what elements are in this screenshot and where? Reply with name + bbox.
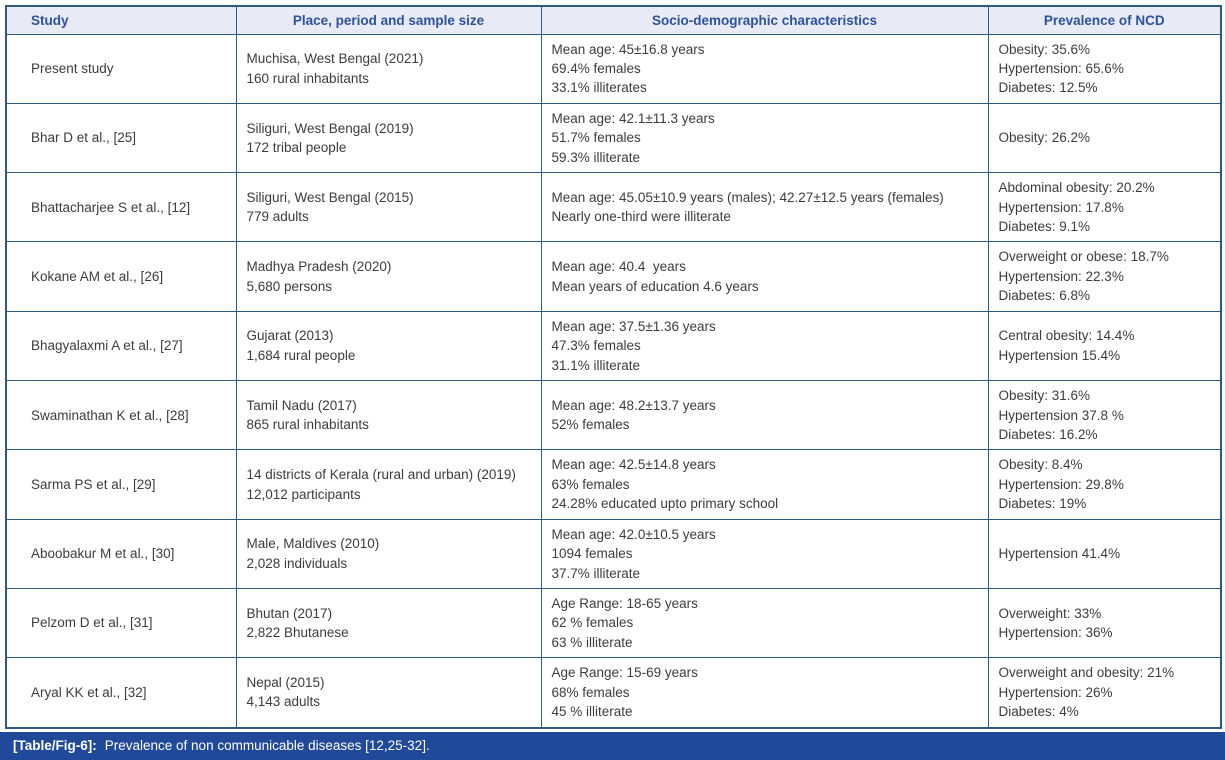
cell-line: Diabetes: 6.8% [998,288,1091,304]
cell-line: 2,822 Bhutanese [246,625,349,641]
cell-line: Aboobakur M et al., [30] [31,546,175,562]
cell-line: Mean years of education 4.6 years [551,278,759,294]
ncd-cell [988,450,1221,519]
cell-line: Diabetes: 9.1% [998,219,1091,234]
table-row [6,173,1221,242]
cell-line: 5,680 persons [246,278,333,294]
cell-line: Bhattacharjee S et al., [12] [31,199,191,215]
cell-line: 47.3% females [551,338,641,354]
column-header-socio-demographic: Socio-demographic characteristics [541,6,988,34]
ncd-prevalence-table [5,5,1222,729]
ncd-cell [988,519,1221,588]
table-row [6,658,1221,728]
cell-line: 24.28% educated upto primary school [551,496,779,512]
table-row [6,450,1221,519]
cell-line: Bhutan (2017) [246,605,333,621]
cell-line: Mean age: 48.2±13.7 years [551,397,716,413]
cell-line: 33.1% illiterates [551,80,647,96]
ncd-cell [988,103,1221,172]
cell-line: Overweight: 33% [998,605,1102,621]
table-row [6,311,1221,380]
cell-line: Mean age: 45.05±10.9 years (males); 42.27±12.5 years (females) [551,189,944,205]
cell-line: Pelzom D et al., [31] [31,615,153,631]
cell-line: Hypertension: 26% [998,684,1113,700]
cell-line: Sarma PS et al., [29] [31,476,156,492]
cell-line: Mean age: 42.5±14.8 years [551,457,716,473]
cell-line: Mean age: 40.4 years [551,259,686,275]
socio-cell [541,658,988,728]
cell-line: Hypertension 15.4% [998,347,1121,363]
cell-line: 2,028 individuals [246,555,348,571]
cell-line: Mean age: 42.1±11.3 years [551,110,715,126]
cell-line: Aryal KK et al., [32] [31,684,147,700]
socio-cell [541,103,988,172]
cell-line: Obesity: 31.6% [998,388,1091,404]
cell-line: Male, Maldives (2010) [246,536,380,552]
ncd-cell [988,173,1221,242]
study-cell [6,658,236,728]
cell-line: Kokane AM et al., [26] [31,268,164,284]
table-row [6,34,1221,103]
place-cell [236,658,541,728]
cell-line: Mean age: 37.5±1.36 years [551,318,716,334]
cell-line: 172 tribal people [246,139,347,155]
cell-line: Obesity: 26.2% [998,130,1091,146]
place-cell [236,34,541,103]
study-cell [6,173,236,242]
study-cell [6,103,236,172]
ncd-cell [988,381,1221,450]
cell-line: Age Range: 18-65 years [551,596,698,611]
cell-line: Present study [31,60,114,76]
cell-line: Hypertension: 22.3% [998,268,1124,284]
cell-line: 63% females [551,476,630,492]
column-header-place-period-sample: Place, period and sample size [236,6,541,34]
place-cell [236,450,541,519]
cell-line: Obesity: 8.4% [998,457,1083,473]
cell-line: Overweight or obese: 18.7% [998,249,1169,265]
table-body [6,34,1221,728]
cell-line: 51.7% females [551,130,641,146]
cell-line: Hypertension: 17.8% [998,199,1124,215]
table-row [6,242,1221,311]
place-cell [236,173,541,242]
cell-line: Hypertension: 65.6% [998,60,1124,76]
study-cell [6,519,236,588]
cell-line: 779 adults [246,209,309,225]
cell-line: Tamil Nadu (2017) [246,397,357,413]
ncd-cell [988,311,1221,380]
study-cell [6,381,236,450]
cell-line: 865 rural inhabitants [246,417,369,433]
cell-line: 37.7% illiterate [551,565,641,581]
cell-line: Central obesity: 14.4% [998,328,1135,344]
study-cell [6,34,236,103]
cell-line: 52% females [551,417,630,433]
caption-text: Prevalence of non communicable diseases [12,25-32]. [104,738,430,754]
cell-line: Diabetes: 16.2% [998,426,1098,442]
cell-line: 45 % illiterate [551,704,633,720]
ncd-cell [988,658,1221,728]
cell-line: 69.4% females [551,60,641,76]
socio-cell [541,311,988,380]
cell-line: Bhar D et al., [25] [31,130,137,146]
cell-line: Muchisa, West Bengal (2021) [246,51,424,67]
study-cell [6,589,236,658]
table-header [6,6,1221,34]
ncd-cell [988,242,1221,311]
cell-line: Hypertension 37.8 % [998,407,1124,423]
socio-cell [541,589,988,658]
table-row [6,589,1221,658]
cell-line: 12,012 participants [246,486,361,502]
ncd-cell [988,34,1221,103]
cell-line: Hypertension 41.4% [998,546,1121,562]
cell-line: Diabetes: 4% [998,704,1079,720]
cell-line: Hypertension: 36% [998,625,1113,641]
cell-line: 59.3% illiterate [551,149,641,165]
place-cell [236,311,541,380]
cell-line: Diabetes: 12.5% [998,80,1098,96]
cell-line: 4,143 adults [246,694,321,710]
cell-line: 62 % females [551,615,634,631]
socio-cell [541,519,988,588]
column-header-study: Study [6,6,236,34]
study-cell [6,242,236,311]
header-row [6,6,1221,34]
place-cell [236,589,541,658]
table-caption [0,732,1225,760]
socio-cell [541,173,988,242]
cell-line: Siliguri, West Bengal (2015) [246,189,414,205]
place-cell [236,519,541,588]
cell-line: Bhagyalaxmi A et al., [27] [31,338,183,354]
column-header-prevalence-ncd: Prevalence of NCD [988,6,1221,34]
cell-line: Overweight and obesity: 21% [998,665,1175,681]
socio-cell [541,34,988,103]
place-cell [236,242,541,311]
table-row [6,381,1221,450]
socio-cell [541,242,988,311]
cell-line: Abdominal obesity: 20.2% [998,180,1155,196]
cell-line: 1094 females [551,546,633,562]
table-row [6,519,1221,588]
place-cell [236,103,541,172]
ncd-cell [988,589,1221,658]
socio-cell [541,381,988,450]
place-cell [236,381,541,450]
caption-tag: [Table/Fig-6]: [13,738,97,754]
cell-line: Hypertension: 29.8% [998,476,1124,492]
cell-line: 63 % illiterate [551,634,633,650]
table-row [6,103,1221,172]
cell-line: Siliguri, West Bengal (2019) [246,120,414,136]
cell-line: 68% females [551,684,630,700]
cell-line: 31.1% illiterate [551,357,641,373]
cell-line: 14 districts of Kerala (rural and urban) (2019) [246,467,516,483]
cell-line: Diabetes: 19% [998,496,1087,512]
cell-line: Mean age: 45±16.8 years [551,41,705,57]
table-container [5,5,1220,729]
cell-line: Madhya Pradesh (2020) [246,259,392,275]
study-cell [6,450,236,519]
cell-line: Nearly one-third were illiterate [551,209,731,225]
cell-line: Obesity: 35.6% [998,41,1091,57]
cell-line: Mean age: 42.0±10.5 years [551,526,716,542]
cell-line: 1,684 rural people [246,347,356,363]
cell-line: Age Range: 15-69 years [551,665,698,681]
study-cell [6,311,236,380]
cell-line: Gujarat (2013) [246,328,334,344]
socio-cell [541,450,988,519]
cell-line: Nepal (2015) [246,675,325,691]
cell-line: Swaminathan K et al., [28] [31,407,189,423]
cell-line: 160 rural inhabitants [246,70,369,86]
